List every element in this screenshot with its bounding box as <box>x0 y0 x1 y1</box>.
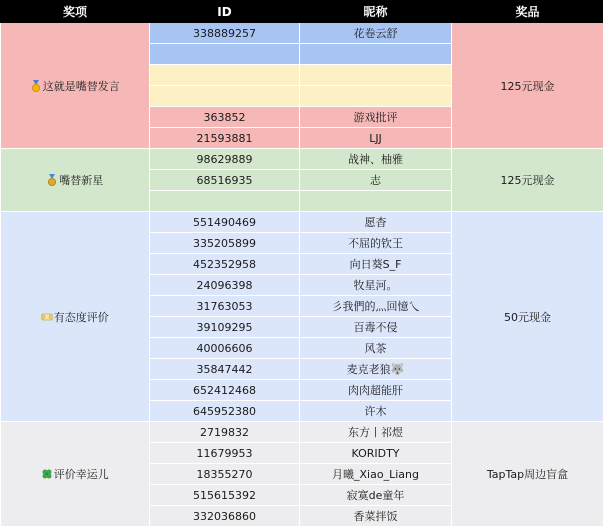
id-cell: 515615392 <box>150 485 300 506</box>
header-row <box>1 1 603 23</box>
nickname-cell: 风茶 <box>300 338 452 359</box>
id-cell: 2719832 <box>150 422 300 443</box>
nickname-cell: 愿杳 <box>300 212 452 233</box>
id-cell: 31763053 <box>150 296 300 317</box>
header-id: ID <box>150 1 300 23</box>
id-cell: 551490469 <box>150 212 300 233</box>
nickname-cell: 游戏批评 <box>300 107 452 128</box>
nickname-cell <box>300 86 452 107</box>
nickname-cell: KORIDTY <box>300 443 452 464</box>
nickname-cell <box>300 191 452 212</box>
prize-cell: 50元现金 <box>452 212 603 422</box>
nickname-cell: 肉肉超能肝 <box>300 380 452 401</box>
nickname-cell: 许木 <box>300 401 452 422</box>
table-row <box>1 422 603 443</box>
nickname-cell: 花卷云舒 <box>300 23 452 44</box>
nickname-cell: LJJ <box>300 128 452 149</box>
nickname-cell: 百毒不侵 <box>300 317 452 338</box>
id-cell: 11679953 <box>150 443 300 464</box>
prize-cell: 125元现金 <box>452 149 603 212</box>
award-cell <box>1 149 150 212</box>
nickname-cell <box>300 65 452 86</box>
nickname-cell: 东方丨祁煜 <box>300 422 452 443</box>
id-cell <box>150 44 300 65</box>
medal-icon <box>46 174 58 186</box>
id-cell: 332036860 <box>150 506 300 527</box>
award-name: 这就是嘴替发言 <box>43 80 120 93</box>
nickname-cell: 香菜拌饭 <box>300 506 452 527</box>
nickname-cell: 不屈的钦王 <box>300 233 452 254</box>
header-nickname: 昵称 <box>300 1 452 23</box>
id-cell <box>150 65 300 86</box>
id-cell: 21593881 <box>150 128 300 149</box>
scroll-icon <box>41 311 53 323</box>
id-cell: 18355270 <box>150 464 300 485</box>
table-row <box>1 212 603 233</box>
award-cell <box>1 422 150 527</box>
header-prize: 奖品 <box>452 1 603 23</box>
id-cell: 335205899 <box>150 233 300 254</box>
table-row <box>1 149 603 170</box>
nickname-cell <box>300 44 452 65</box>
id-cell <box>150 86 300 107</box>
nickname-cell: 战神、柚雅 <box>300 149 452 170</box>
four-leaf-clover-icon <box>41 468 53 480</box>
nickname-cell: 志 <box>300 170 452 191</box>
id-cell: 35847442 <box>150 359 300 380</box>
gold-medal-icon <box>30 80 42 92</box>
header-award: 奖项 <box>1 1 150 23</box>
id-cell: 98629889 <box>150 149 300 170</box>
id-cell: 39109295 <box>150 317 300 338</box>
id-cell: 338889257 <box>150 23 300 44</box>
id-cell: 40006606 <box>150 338 300 359</box>
id-cell: 363852 <box>150 107 300 128</box>
nickname-cell: 彡我們的灬回憶乀 <box>300 296 452 317</box>
award-name: 评价幸运儿 <box>54 468 109 481</box>
nickname-cell: 月曦_Xiao_Liang <box>300 464 452 485</box>
prize-cell: TapTap周边盲盒 <box>452 422 603 527</box>
award-cell <box>1 212 150 422</box>
nickname-cell: 麦克老狼🐺 <box>300 359 452 380</box>
nickname-cell: 向日葵S_F <box>300 254 452 275</box>
id-cell: 652412468 <box>150 380 300 401</box>
award-cell <box>1 23 150 149</box>
id-cell <box>150 191 300 212</box>
id-cell: 452352958 <box>150 254 300 275</box>
id-cell: 645952380 <box>150 401 300 422</box>
nickname-cell: 牧星河。 <box>300 275 452 296</box>
award-name: 嘴替新星 <box>59 174 103 187</box>
nickname-cell: 寂寞de童年 <box>300 485 452 506</box>
id-cell: 68516935 <box>150 170 300 191</box>
id-cell: 24096398 <box>150 275 300 296</box>
award-name: 有态度评价 <box>54 311 109 324</box>
table-row <box>1 23 603 44</box>
prize-cell: 125元现金 <box>452 23 603 149</box>
